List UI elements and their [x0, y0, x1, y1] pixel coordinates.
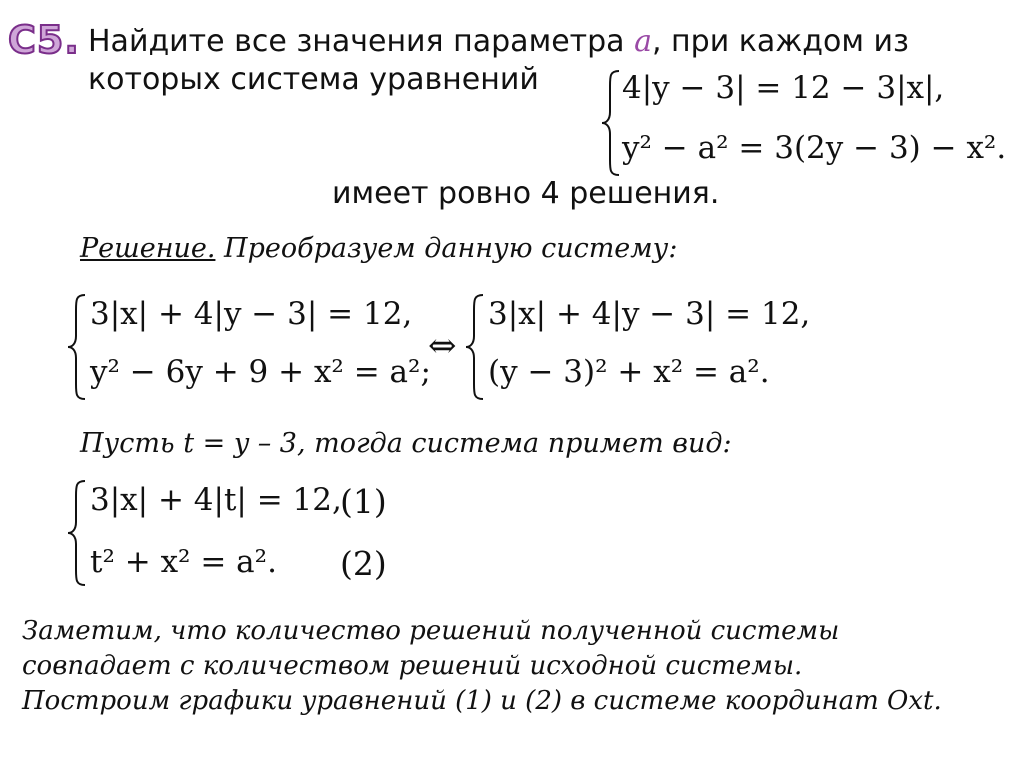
equation-number-1: (1): [340, 482, 387, 521]
t-equation-1: 3|x| + 4|t| = 12,: [90, 482, 342, 518]
right-equation-2: (y − 3)² + x² = a².: [488, 354, 770, 390]
system-brace: [600, 68, 622, 178]
left-equation-2: y² − 6y + 9 + x² = a²;: [90, 354, 431, 390]
solution-label: Решение.: [80, 233, 216, 264]
task-line-3: имеет ровно 4 решения.: [332, 176, 720, 211]
system-brace: [66, 292, 88, 402]
conclusion-line-1: Заметим, что количество решений полученной системы: [22, 616, 840, 646]
task-text-1a: Найдите все значения параметра: [88, 24, 635, 59]
original-equation-1: 4|y − 3| = 12 − 3|x|,: [622, 70, 945, 106]
right-equation-1: 3|x| + 4|y − 3| = 12,: [488, 296, 811, 332]
system-brace: [66, 478, 88, 588]
task-line-1: [88, 24, 909, 60]
left-equation-1: 3|x| + 4|y − 3| = 12,: [90, 296, 413, 332]
system-brace: [464, 292, 486, 402]
conclusion-line-2: совпадает с количеством решений исходной системы.: [22, 651, 803, 681]
task-line-2: которых система уравнений: [88, 62, 539, 97]
parameter-a: a: [634, 24, 652, 59]
t-equation-2: t² + x² = a².: [90, 544, 277, 580]
conclusion-line-3: Построим графики уравнений (1) и (2) в системе координат Oxt.: [22, 686, 942, 716]
task-number-badge: С5.: [8, 18, 80, 62]
equation-number-2: (2): [340, 544, 387, 583]
solution-intro: Преобразуем данную систему:: [215, 233, 678, 264]
equivalence-arrow: ⇔: [428, 326, 457, 366]
original-equation-2: y² − a² = 3(2y − 3) − x².: [622, 130, 1007, 166]
task-text-1b: , при каждом из: [651, 24, 909, 59]
substitution-text: Пусть t = y – 3, тогда система примет вид:: [80, 428, 732, 459]
solution-heading: [80, 233, 677, 264]
